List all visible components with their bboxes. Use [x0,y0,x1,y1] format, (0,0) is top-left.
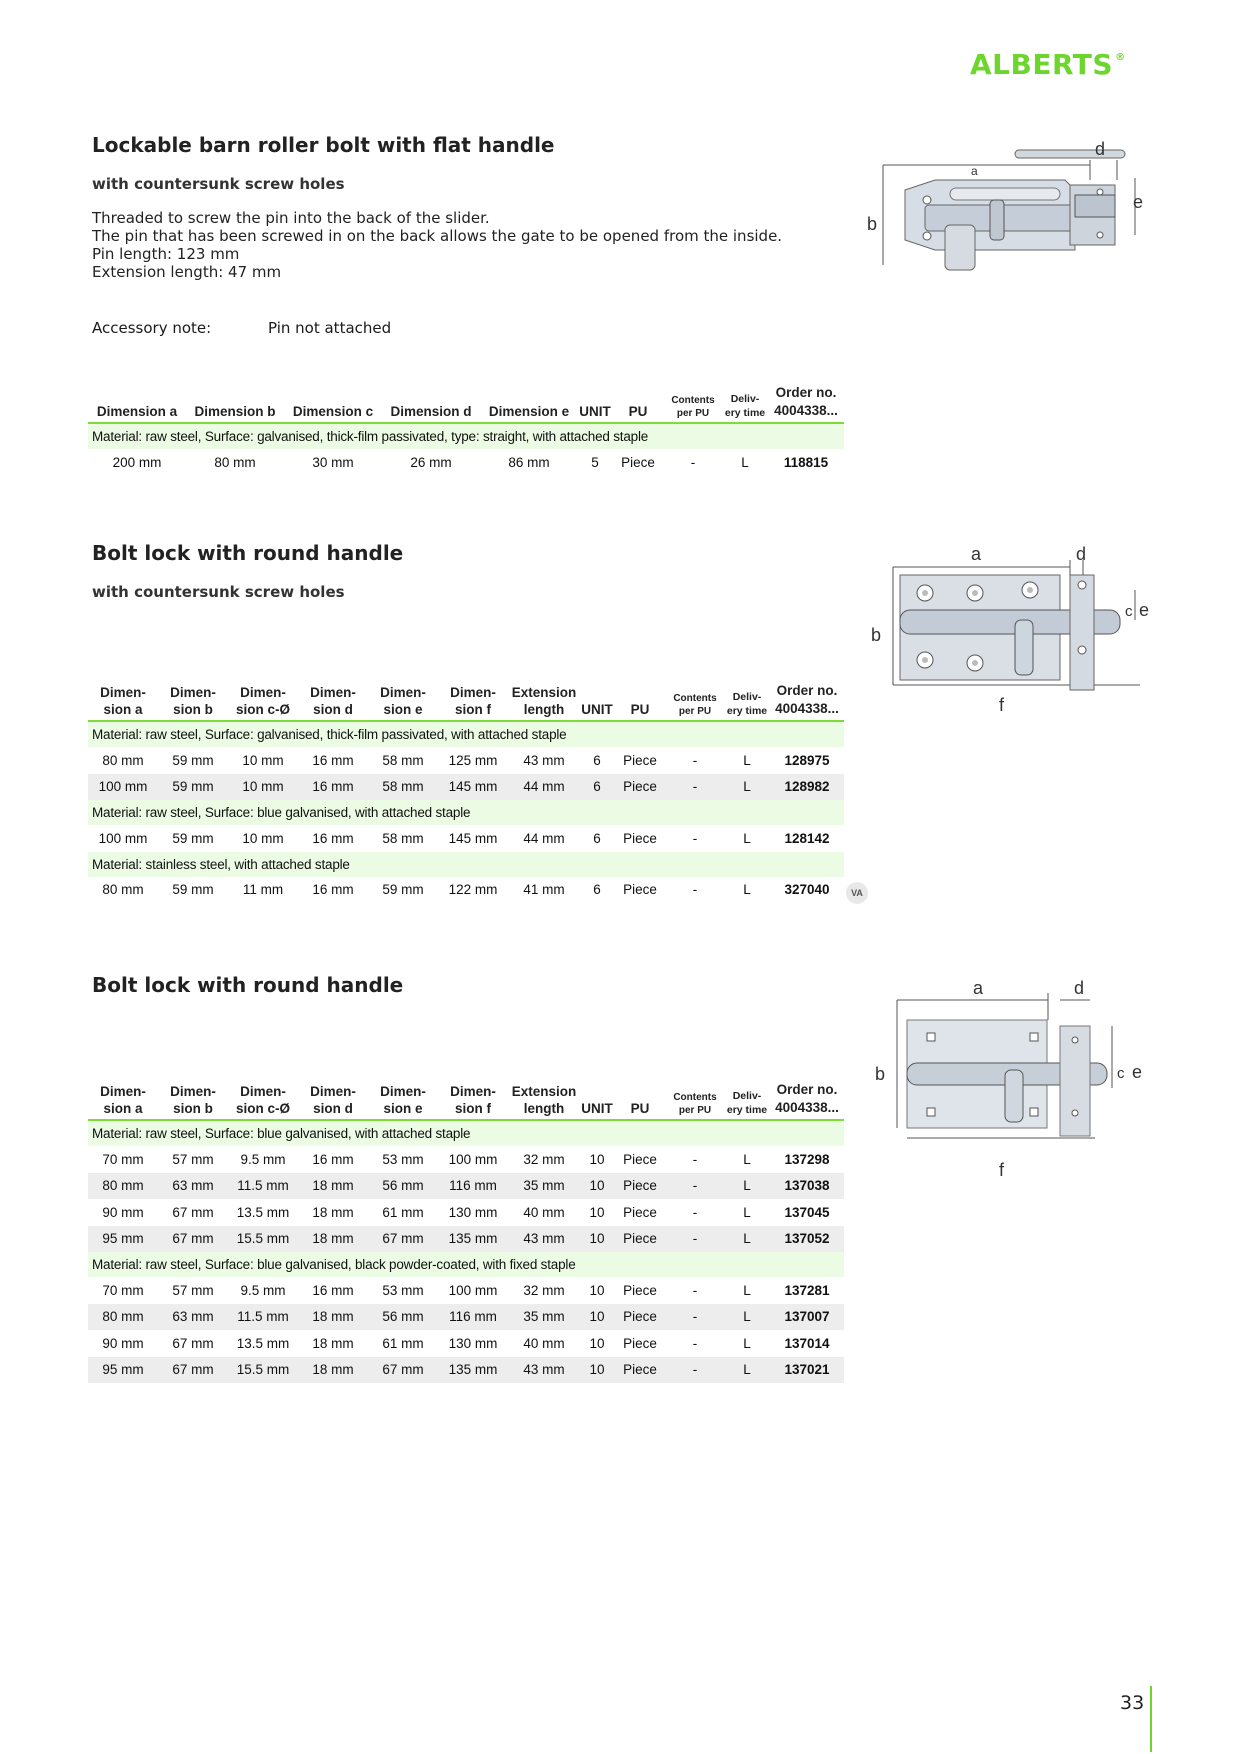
table-row: 70 mm 57 mm 9.5 mm 16 mm 53 mm 100 mm 32 mm 10 Piece - L 137281 [102,1282,830,1298]
table-row: 95 mm 67 mm 15.5 mm 18 mm 67 mm 135 mm 43 mm 10 Piece - L 137021 [88,1357,844,1384]
dimension-label-b: b [875,1064,886,1084]
table-row: 100 mm 59 mm 10 mm 16 mm 58 mm 145 mm 44 mm 6 Piece - L 128142 [98,830,830,846]
dimension-label-a: a [973,978,984,998]
table-row: 200 mm 80 mm 30 mm 26 mm 86 mm 5 Piece - L 118815 [112,454,829,470]
product-title: Bolt lock with round handle [92,541,404,565]
table-header-row: Dimension a Dimension b Dimension c Dimension d Dimension e UNIT PU Contents per PU Deliv- ery time Order no. 4004338... [88,384,844,423]
product-3 [92,973,852,997]
material-row: Material: stainless steel, with attached staple [88,852,844,877]
dimension-label-d: d [1095,140,1106,159]
product-1 [92,133,852,337]
table-row: 80 mm 59 mm 10 mm 16 mm 58 mm 125 mm 43 mm 6 Piece - L 128975 [102,752,830,768]
table-row: 95 mm 67 mm 15.5 mm 18 mm 67 mm 135 mm 43 mm 10 Piece - L 137052 [88,1226,844,1253]
bolt-lock-round-handle-illustration [865,545,1155,715]
product-2-table [88,682,844,903]
product-1-table [88,384,844,476]
material-row: Material: raw steel, Surface: galvanised, thick-film passivated, with attached staple [88,721,844,747]
table-header-row: Dimen- sion a Dimen- sion b Dimen- sion c-Ø Dimen- sion d Dimen- sion e Dimen- sion f Extension length UNIT PU Contents per PU Deliv- ery time Order no. 4004338... [88,682,844,721]
product-3-table [88,1081,844,1383]
table-row: 70 mm 57 mm 9.5 mm 16 mm 53 mm 100 mm 32 mm 10 Piece - L 137298 [102,1151,830,1167]
material-row: Material: raw steel, Surface: blue galvanised, with attached staple [88,800,844,825]
accessory-note: Accessory note: Pin not attached [92,319,392,337]
dimension-label-c: c [1117,1065,1125,1082]
product-description: Threaded to screw the pin into the back of the slider. The pin that has been screwed in on the back allows the gate to be opened from the inside. Pin length: 123 mm Extension length: 47 mm [92,209,783,281]
table-row: 90 mm 67 mm 13.5 mm 18 mm 61 mm 130 mm 40 mm 10 Piece - L 137045 [102,1204,830,1220]
product-title: Lockable barn roller bolt with flat handle [92,133,555,157]
dimension-label-e: e [1139,600,1150,620]
bolt-lock-round-handle-illustration-2 [865,978,1155,1183]
product-subtitle: with countersunk screw holes [92,583,345,601]
page-number: 33 [1120,1692,1145,1714]
product-2-table-body [88,721,844,903]
product-2 [92,541,852,601]
dimension-label-a: a [971,164,978,178]
material-row: Material: raw steel, Surface: blue galvanised, with attached staple [88,1120,844,1146]
brand-logo: ALBERTS ® [970,48,1126,81]
table-row: 80 mm 63 mm 11.5 mm 18 mm 56 mm 116 mm 35 mm 10 Piece - L 137038 [88,1173,844,1200]
barn-roller-bolt-illustration [865,140,1150,280]
dimension-label-c: c [1125,603,1133,620]
dimension-label-b: b [871,625,882,645]
dimension-label-f: f [999,695,1005,715]
dimension-label-d: d [1076,545,1087,564]
dimension-label-e: e [1132,1062,1143,1082]
product-3-table-body [88,1120,844,1383]
table-row: 90 mm 67 mm 13.5 mm 18 mm 61 mm 130 mm 40 mm 10 Piece - L 137014 [102,1335,830,1351]
dimension-label-b: b [867,214,878,234]
table-row: 100 mm 59 mm 10 mm 16 mm 58 mm 145 mm 44 mm 6 Piece - L 128982 [88,774,844,801]
table-header-row: Dimen- sion a Dimen- sion b Dimen- sion c-Ø Dimen- sion d Dimen- sion e Dimen- sion f Extension length UNIT PU Contents per PU Deliv- ery time Order no. 4004338... [88,1081,844,1120]
dimension-label-f: f [999,1160,1005,1180]
dimension-label-d: d [1074,978,1085,998]
page-number-bar [1150,1686,1152,1752]
dimension-label-a: a [971,545,982,564]
table-row: 80 mm 63 mm 11.5 mm 18 mm 56 mm 116 mm 35 mm 10 Piece - L 137007 [88,1304,844,1331]
dimension-label-e: e [1133,192,1144,212]
product-subtitle: with countersunk screw holes [92,175,345,193]
material-row: Material: raw steel, Surface: blue galvanised, black powder-coated, with fixed staple [88,1252,844,1277]
stainless-steel-badge: VA [846,882,868,904]
product-title: Bolt lock with round handle [92,973,404,997]
table-row: 80 mm 59 mm 11 mm 16 mm 59 mm 122 mm 41 mm 6 Piece - L 327040 [102,882,830,898]
material-row: Material: raw steel, Surface: galvanised, thick-film passivated, type: straight, with attached staple [88,423,844,449]
